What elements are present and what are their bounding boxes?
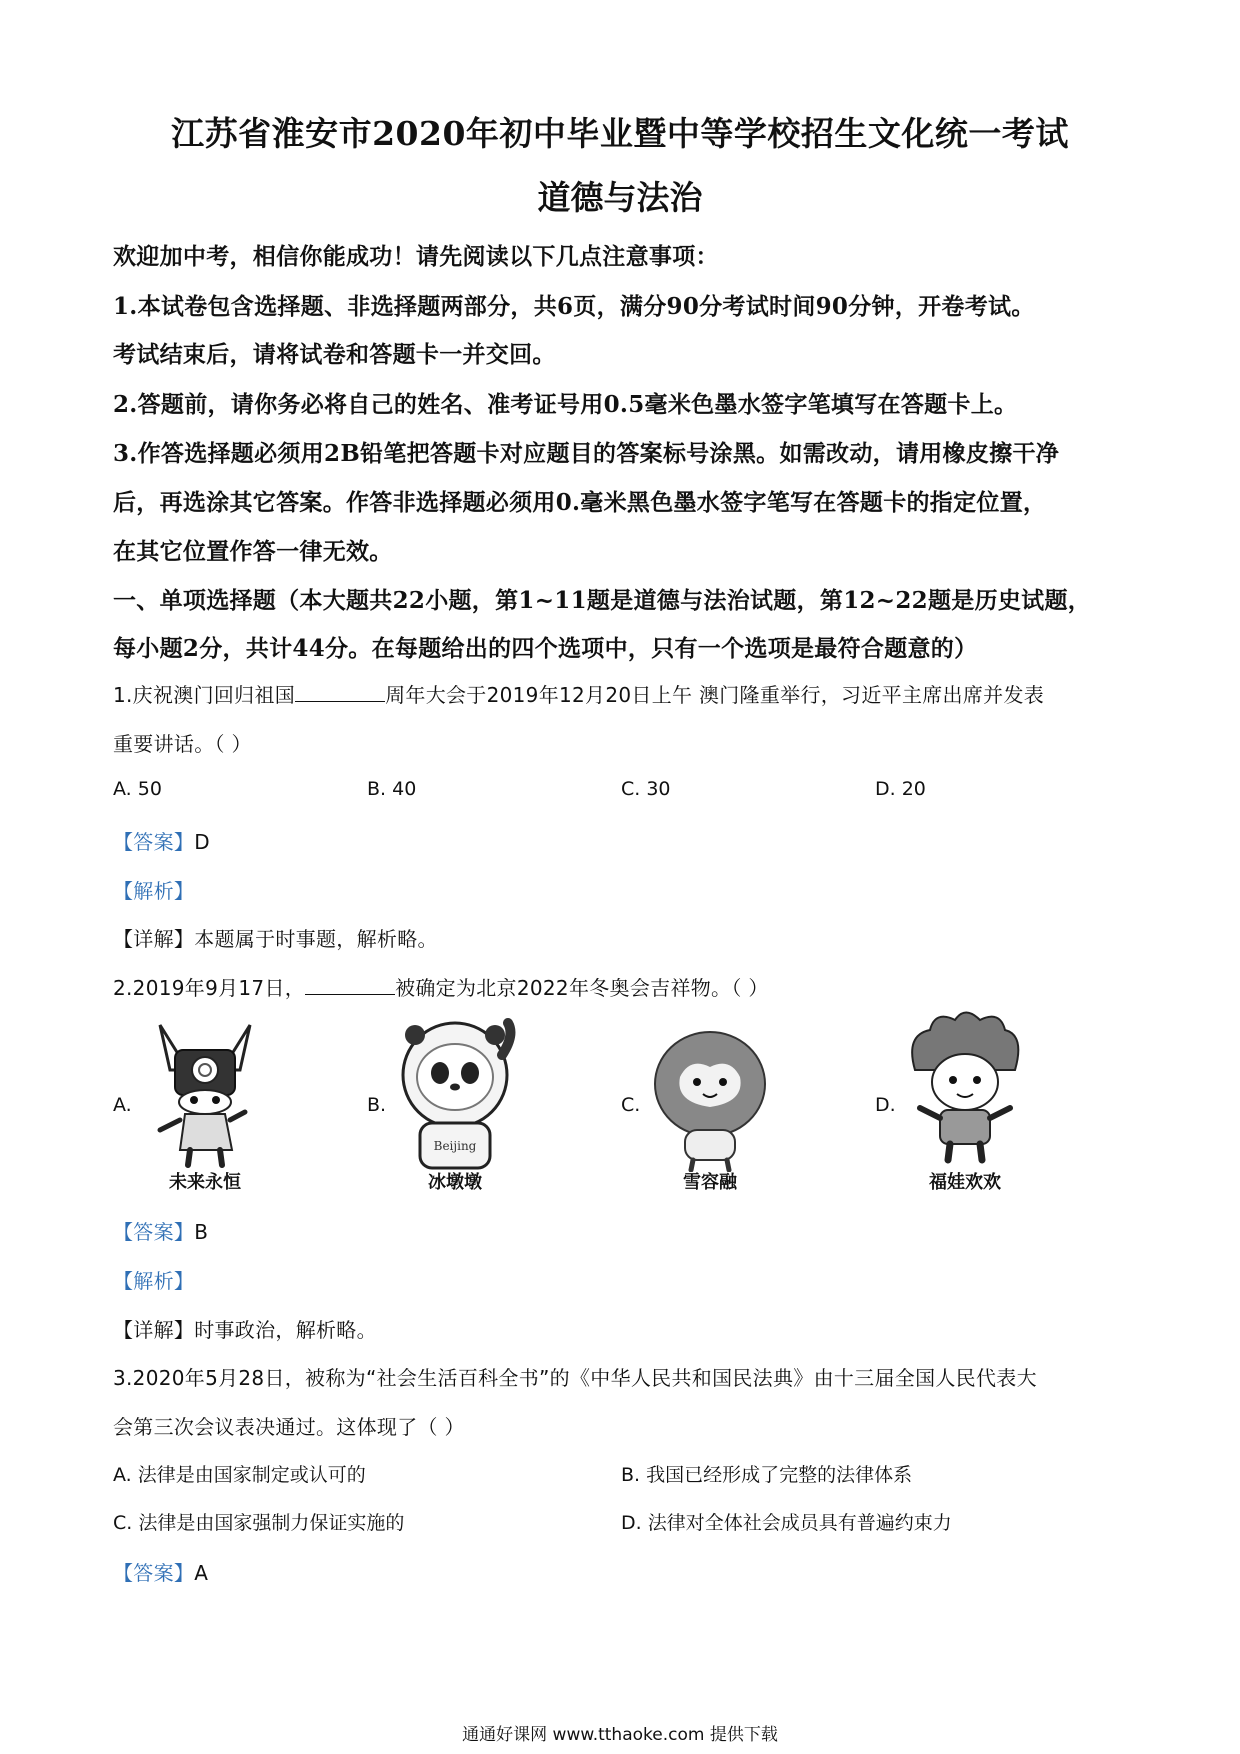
q1-stem-a: 1.庆祝澳门回归祖国 bbox=[113, 683, 296, 707]
q2-option-a: A. bbox=[113, 1094, 132, 1116]
q2-stem bbox=[113, 972, 769, 1001]
q2-option-d: D. bbox=[875, 1094, 896, 1116]
subject-title: 道德与法治 bbox=[537, 178, 703, 217]
notes-intro: 欢迎加中考，相信你能成功！请先阅读以下几点注意事项： bbox=[113, 243, 719, 270]
caption-c: 雪容融 bbox=[683, 1172, 737, 1193]
q2-stem-b: 被确定为北京2022年冬奥会吉祥物。（ ） bbox=[395, 976, 769, 1000]
q2-option-b: B. bbox=[367, 1094, 387, 1116]
mascot-bingdwendwen-image bbox=[390, 1015, 520, 1175]
caption-a: 未来永恒 bbox=[169, 1172, 241, 1193]
answer-label: 【答案】 bbox=[113, 1561, 195, 1585]
q3-answer bbox=[113, 1557, 208, 1586]
answer-label: 【答案】 bbox=[113, 1220, 195, 1244]
q1-option-d: D. 20 bbox=[875, 778, 926, 800]
answer-value: B bbox=[194, 1220, 209, 1244]
section1-line1: 一、单项选择题（本大题共22小题，第1~11题是道德与法治试题，第12~22题是历史试题， bbox=[113, 587, 1092, 614]
note-3c: 在其它位置作答一律无效。 bbox=[113, 538, 393, 565]
q2-detail: 【详解】时事政治，解析略。 bbox=[113, 1318, 377, 1342]
q3-option-d: D. 法律对全体社会成员具有普遍约束力 bbox=[621, 1512, 952, 1534]
note-1a: 1.本试卷包含选择题、非选择题两部分，共6页，满分90分考试时间90分钟，开卷考试。 bbox=[113, 293, 1035, 320]
note-3a: 3.作答选择题必须用2B铅笔把答题卡对应题目的答案标号涂黑。如需改动，请用橡皮擦干净 bbox=[113, 440, 1060, 467]
q1-blank bbox=[295, 684, 385, 702]
q3-option-b: B. 我国已经形成了完整的法律体系 bbox=[621, 1464, 913, 1486]
page-title: 江苏省淮安市2020年初中毕业暨中等学校招生文化统一考试 bbox=[171, 114, 1069, 153]
answer-value: A bbox=[194, 1561, 209, 1585]
svg-text:Beijing: Beijing bbox=[433, 1139, 477, 1153]
note-1b: 考试结束后，请将试卷和答题卡一并交回。 bbox=[113, 341, 556, 368]
q1-answer bbox=[113, 826, 210, 855]
q1-option-b: B. 40 bbox=[367, 778, 417, 800]
q3-stem-a: 3.2020年5月28日，被称为“社会生活百科全书”的《中华人民共和国民法典》由十三届全国人民代表大 bbox=[113, 1366, 1037, 1390]
q2-analysis-label: 【解析】 bbox=[113, 1269, 195, 1293]
q3-option-a: A. 法律是由国家制定或认可的 bbox=[113, 1464, 366, 1486]
q2-answer bbox=[113, 1216, 208, 1245]
q1-analysis-label: 【解析】 bbox=[113, 879, 195, 903]
footer-source: 通通好课网 www.tthaoke.com 提供下载 bbox=[462, 1725, 778, 1745]
caption-b: 冰墩墩 bbox=[428, 1172, 482, 1193]
q3-stem-b: 会第三次会议表决通过。这体现了（ ） bbox=[113, 1415, 465, 1439]
caption-d: 福娃欢欢 bbox=[929, 1172, 1001, 1193]
q1-option-a: A. 50 bbox=[113, 778, 162, 800]
q1-option-c: C. 30 bbox=[621, 778, 671, 800]
answer-value: D bbox=[194, 830, 210, 854]
answer-label: 【答案】 bbox=[113, 830, 195, 854]
note-2: 2.答题前，请你务必将自己的姓名、准考证号用0.5毫米色墨水签字笔填写在答题卡上。 bbox=[113, 391, 1018, 418]
mascot-huanhuan-image bbox=[900, 1010, 1030, 1170]
q1-stem-c: 重要讲话。（ ） bbox=[113, 732, 252, 756]
q2-stem-a: 2.2019年9月17日， bbox=[113, 976, 306, 1000]
q1-detail: 【详解】本题属于时事题，解析略。 bbox=[113, 927, 438, 951]
q3-option-c: C. 法律是由国家强制力保证实施的 bbox=[113, 1512, 405, 1534]
mascot-shueyrhonrhon-image bbox=[645, 1022, 775, 1172]
q1-stem-b: 周年大会于2019年12月20日上午 澳门隆重举行，习近平主席出席并发表 bbox=[385, 683, 1045, 707]
section1-line2: 每小题2分，共计44分。在每题给出的四个选项中，只有一个选项是最符合题意的） bbox=[113, 635, 978, 662]
q2-blank bbox=[305, 977, 395, 995]
mascot-miraitowa-image bbox=[140, 1020, 270, 1170]
note-3b: 后，再选涂其它答案。作答非选择题必须用0.毫米黑色墨水签字笔写在答题卡的指定位置， bbox=[113, 489, 1047, 516]
q2-option-c: C. bbox=[621, 1094, 641, 1116]
q1-stem bbox=[113, 679, 1044, 708]
